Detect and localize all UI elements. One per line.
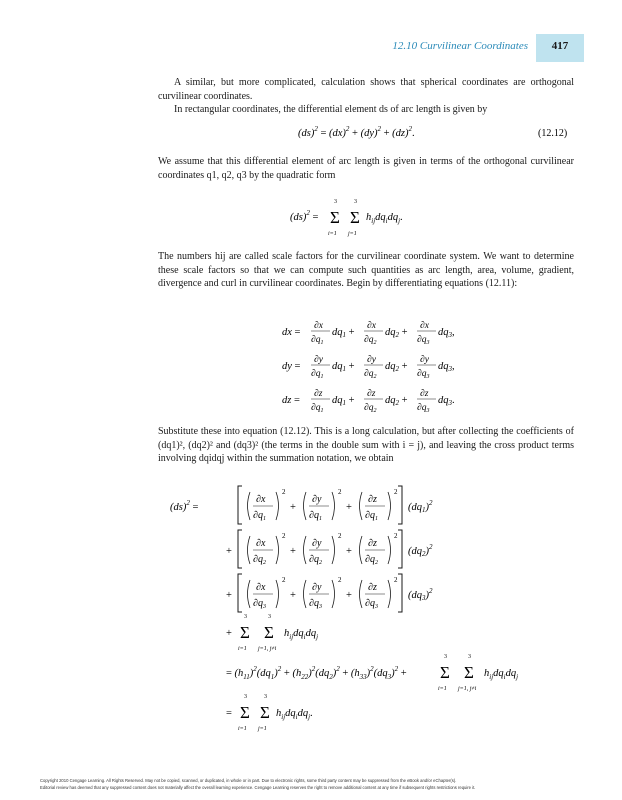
svg-text:∂z: ∂z [420,389,429,399]
copyright-line-2: Editorial review has deemed that any suppressed content does not materially affect the overall learning experience. Cengage Learning reserves the right to remove additional content at any time if subsequent rights restrictions require it. [40,785,476,790]
svg-text:hijdqidqj.: $h_{ij}dq_idq_j$. [366,212,403,225]
svg-text:Σ: Σ [240,703,250,722]
svg-text:∂z: ∂z [368,538,377,549]
dx-equation [282,321,455,346]
svg-text:3: 3 [444,654,447,660]
svg-text:hijdqidqj: $h_{ij}dq_idq_j$ [484,668,519,681]
svg-text:∂q2: $\partial q_2$ [364,369,377,380]
svg-text:∂q2: $\partial q_2$ [253,554,266,566]
svg-text:∂x: ∂x [314,321,323,331]
svg-text:2: 2 [282,532,286,540]
ds-squared-expansion [170,482,590,744]
equation-12-12-text: (ds)$^2$ = (dx)$^2$ + (dy)$^2$ + (dz)$^2$. [298,125,415,139]
svg-text:∂x: ∂x [420,321,429,331]
svg-text:∂q2: $\partial q_2$ [365,554,378,566]
running-header: 12.10 Curvilinear Coordinates [392,40,528,52]
svg-text:∂y: ∂y [312,538,322,549]
svg-text:2: 2 [282,488,286,496]
differential-equations [282,314,502,418]
svg-text:+: + [290,502,296,513]
paragraph-5: Substitute these into equation (12.12). This is a long calculation, but after collecting the coefficients of (dq1)², (dq2)² and (dq3)² (the terms in the double sum with i = j), and leaving the cross product terms involving dqidqj within the summation notation, we obtain [158,426,574,464]
svg-text:dq3.: dq3. [438,395,455,407]
svg-text:∂x: ∂x [256,538,266,549]
svg-text:∂x: ∂x [367,321,376,331]
svg-text:3: 3 [244,694,247,700]
svg-text:∂x: ∂x [256,582,266,593]
svg-text:j=1: j=1 [258,726,267,732]
svg-text:∂y: ∂y [312,494,322,505]
svg-text:∂q2: $\partial q_2$ [364,403,377,414]
svg-text:∂q1: $\partial q_1$ [311,369,324,380]
svg-text:(dq2)2: $(dq2)^2$ [408,543,433,558]
expansion-row-4 [226,614,318,652]
svg-text:3: 3 [244,614,247,620]
svg-text:∂q1: $\partial q_1$ [253,510,266,522]
svg-text:∂q2: $\partial q_2$ [364,335,377,346]
paragraph-1: A similar, but more complicated, calculation shows that spherical coordinates are orthogonal curvilinear coordinates. [158,77,574,102]
svg-text:i=1: i=1 [328,231,337,237]
svg-text:+: + [290,546,296,557]
copyright-line-1: Copyright 2010 Cengage Learning. All Rights Reserved. May not be copied, scanned, or duplicated, in whole or in part. Due to electronic rights, some third party content may be suppressed from the eBook and/or eChapter(s). [40,778,457,783]
svg-text:Σ: Σ [464,663,474,682]
svg-text:∂z: ∂z [367,389,376,399]
svg-text:+: + [290,590,296,601]
svg-text:Σ: Σ [264,623,274,642]
svg-text:∂q3: $\partial q_3$ [417,335,430,346]
page-number: 417 [551,40,569,52]
svg-text:∂q2: $\partial q_2$ [309,554,322,566]
svg-text:2: 2 [394,488,398,496]
svg-text:Σ: Σ [330,208,340,227]
equation-12-12 [158,120,578,144]
svg-text:i=1: i=1 [438,686,447,692]
svg-text:i=1: i=1 [238,646,247,652]
expansion-row-2 [226,530,433,568]
svg-text:hijdqidqj: $h_{ij}dq_idq_j$ [284,628,319,641]
expansion-row-1 [170,486,433,524]
svg-text:∂q1: $\partial q_1$ [309,510,322,522]
svg-text:∂x: ∂x [256,494,266,505]
svg-text:∂q3: $\partial q_3$ [365,598,378,610]
svg-text:3: 3 [354,199,357,205]
svg-text:∂q1: $\partial q_1$ [365,510,378,522]
svg-text:∂z: ∂z [368,494,377,505]
svg-text:∂q1: $\partial q_1$ [311,403,324,414]
svg-text:∂y: ∂y [420,355,429,365]
svg-text:hijdqidqj.: $h_{ij}dq_idq_j$. [276,708,313,721]
svg-text:∂q3: $\partial q_3$ [253,598,266,610]
paragraph-3: We assume that this differential element of arc length is given in terms of the orthogonal curvilinear coordinates q1, q2, q3 by the quadratic form [158,156,574,181]
svg-text:dq1 +: dq1 + [332,361,355,373]
svg-text:Σ: Σ [240,623,250,642]
svg-text:dq2 +: dq2 + [385,327,408,339]
paragraph-4: The numbers hij are called scale factors for the curvilinear coordinate system. We want to determine these scale factors so that we can compute such quantities as arc length, area, volume, gradient, divergence and curl in curvilinear coordinates. Begin by differentiating equations (12.11): [158,251,574,289]
dy-equation [282,355,455,380]
svg-text:j=1: j=1 [348,231,357,237]
svg-text:∂q1: $\partial q_1$ [311,335,324,346]
svg-text:dy =: dy = [282,361,301,372]
svg-text:∂y: ∂y [314,355,323,365]
svg-text:dq1 +: dq1 + [332,327,355,339]
dz-equation [282,389,455,414]
svg-text:+: + [346,502,352,513]
svg-text:2: 2 [394,576,398,584]
svg-text:(ds)2 =: (ds)$^2$ = [290,209,319,223]
svg-text:+: + [346,546,352,557]
svg-text:i=1: i=1 [238,726,247,732]
svg-text:dq2 +: dq2 + [385,361,408,373]
svg-text:(dq3)2: $(dq3)^2$ [408,587,433,602]
svg-text:Σ: Σ [440,663,450,682]
svg-text:dx =: dx = [282,327,301,338]
svg-text:∂q3: $\partial q_3$ [309,598,322,610]
svg-text:=: = [226,708,232,719]
svg-text:Σ: Σ [260,703,270,722]
svg-text:3: 3 [468,654,471,660]
svg-text:∂y: ∂y [312,582,322,593]
svg-text:j=1, j≠i: j=1, j≠i [258,646,277,652]
svg-text:+: + [346,590,352,601]
svg-text:3: 3 [334,199,337,205]
svg-text:2: 2 [338,576,342,584]
svg-text:∂q3: $\partial q_3$ [417,403,430,414]
svg-text:3: 3 [268,614,271,620]
quadratic-form-equation [290,196,470,240]
expansion-row-6 [226,694,313,732]
svg-text:(ds)2 =: (ds)$^2$ = [170,499,199,513]
svg-text:2: 2 [282,576,286,584]
svg-text:dq3,: dq3, [438,361,455,373]
svg-text:3: 3 [264,694,267,700]
svg-text:(dq1)2: $(dq1)^2$ [408,499,433,514]
paragraph-2: In rectangular coordinates, the differential element ds of arc length is given by [174,104,488,115]
svg-text:dq3,: dq3, [438,327,455,339]
expansion-row-3 [226,574,433,612]
svg-text:2: 2 [394,532,398,540]
svg-text:2: 2 [338,488,342,496]
svg-text:= (h11)2(dq1)2 + (h22)2(dq2)2: = $(h_{11})^2(dq_1)^2 + (h_{22})^2(dq_2)^2 + (h_{33})^2(dq_3)^2$ + [226,665,407,681]
svg-text:2: 2 [338,532,342,540]
svg-text:∂y: ∂y [367,355,376,365]
svg-text:dq1 +: dq1 + [332,395,355,407]
svg-text:+: + [226,590,232,601]
svg-text:∂q3: $\partial q_3$ [417,369,430,380]
svg-text:∂z: ∂z [314,389,323,399]
svg-text:+: + [226,628,232,639]
svg-text:dz =: dz = [282,395,300,406]
equation-number: (12.12) [538,128,568,139]
svg-text:∂z: ∂z [368,582,377,593]
svg-text:dq2 +: dq2 + [385,395,408,407]
expansion-row-5 [226,654,518,692]
svg-text:Σ: Σ [350,208,360,227]
svg-text:j=1, j≠i: j=1, j≠i [458,686,477,692]
svg-text:+: + [226,546,232,557]
